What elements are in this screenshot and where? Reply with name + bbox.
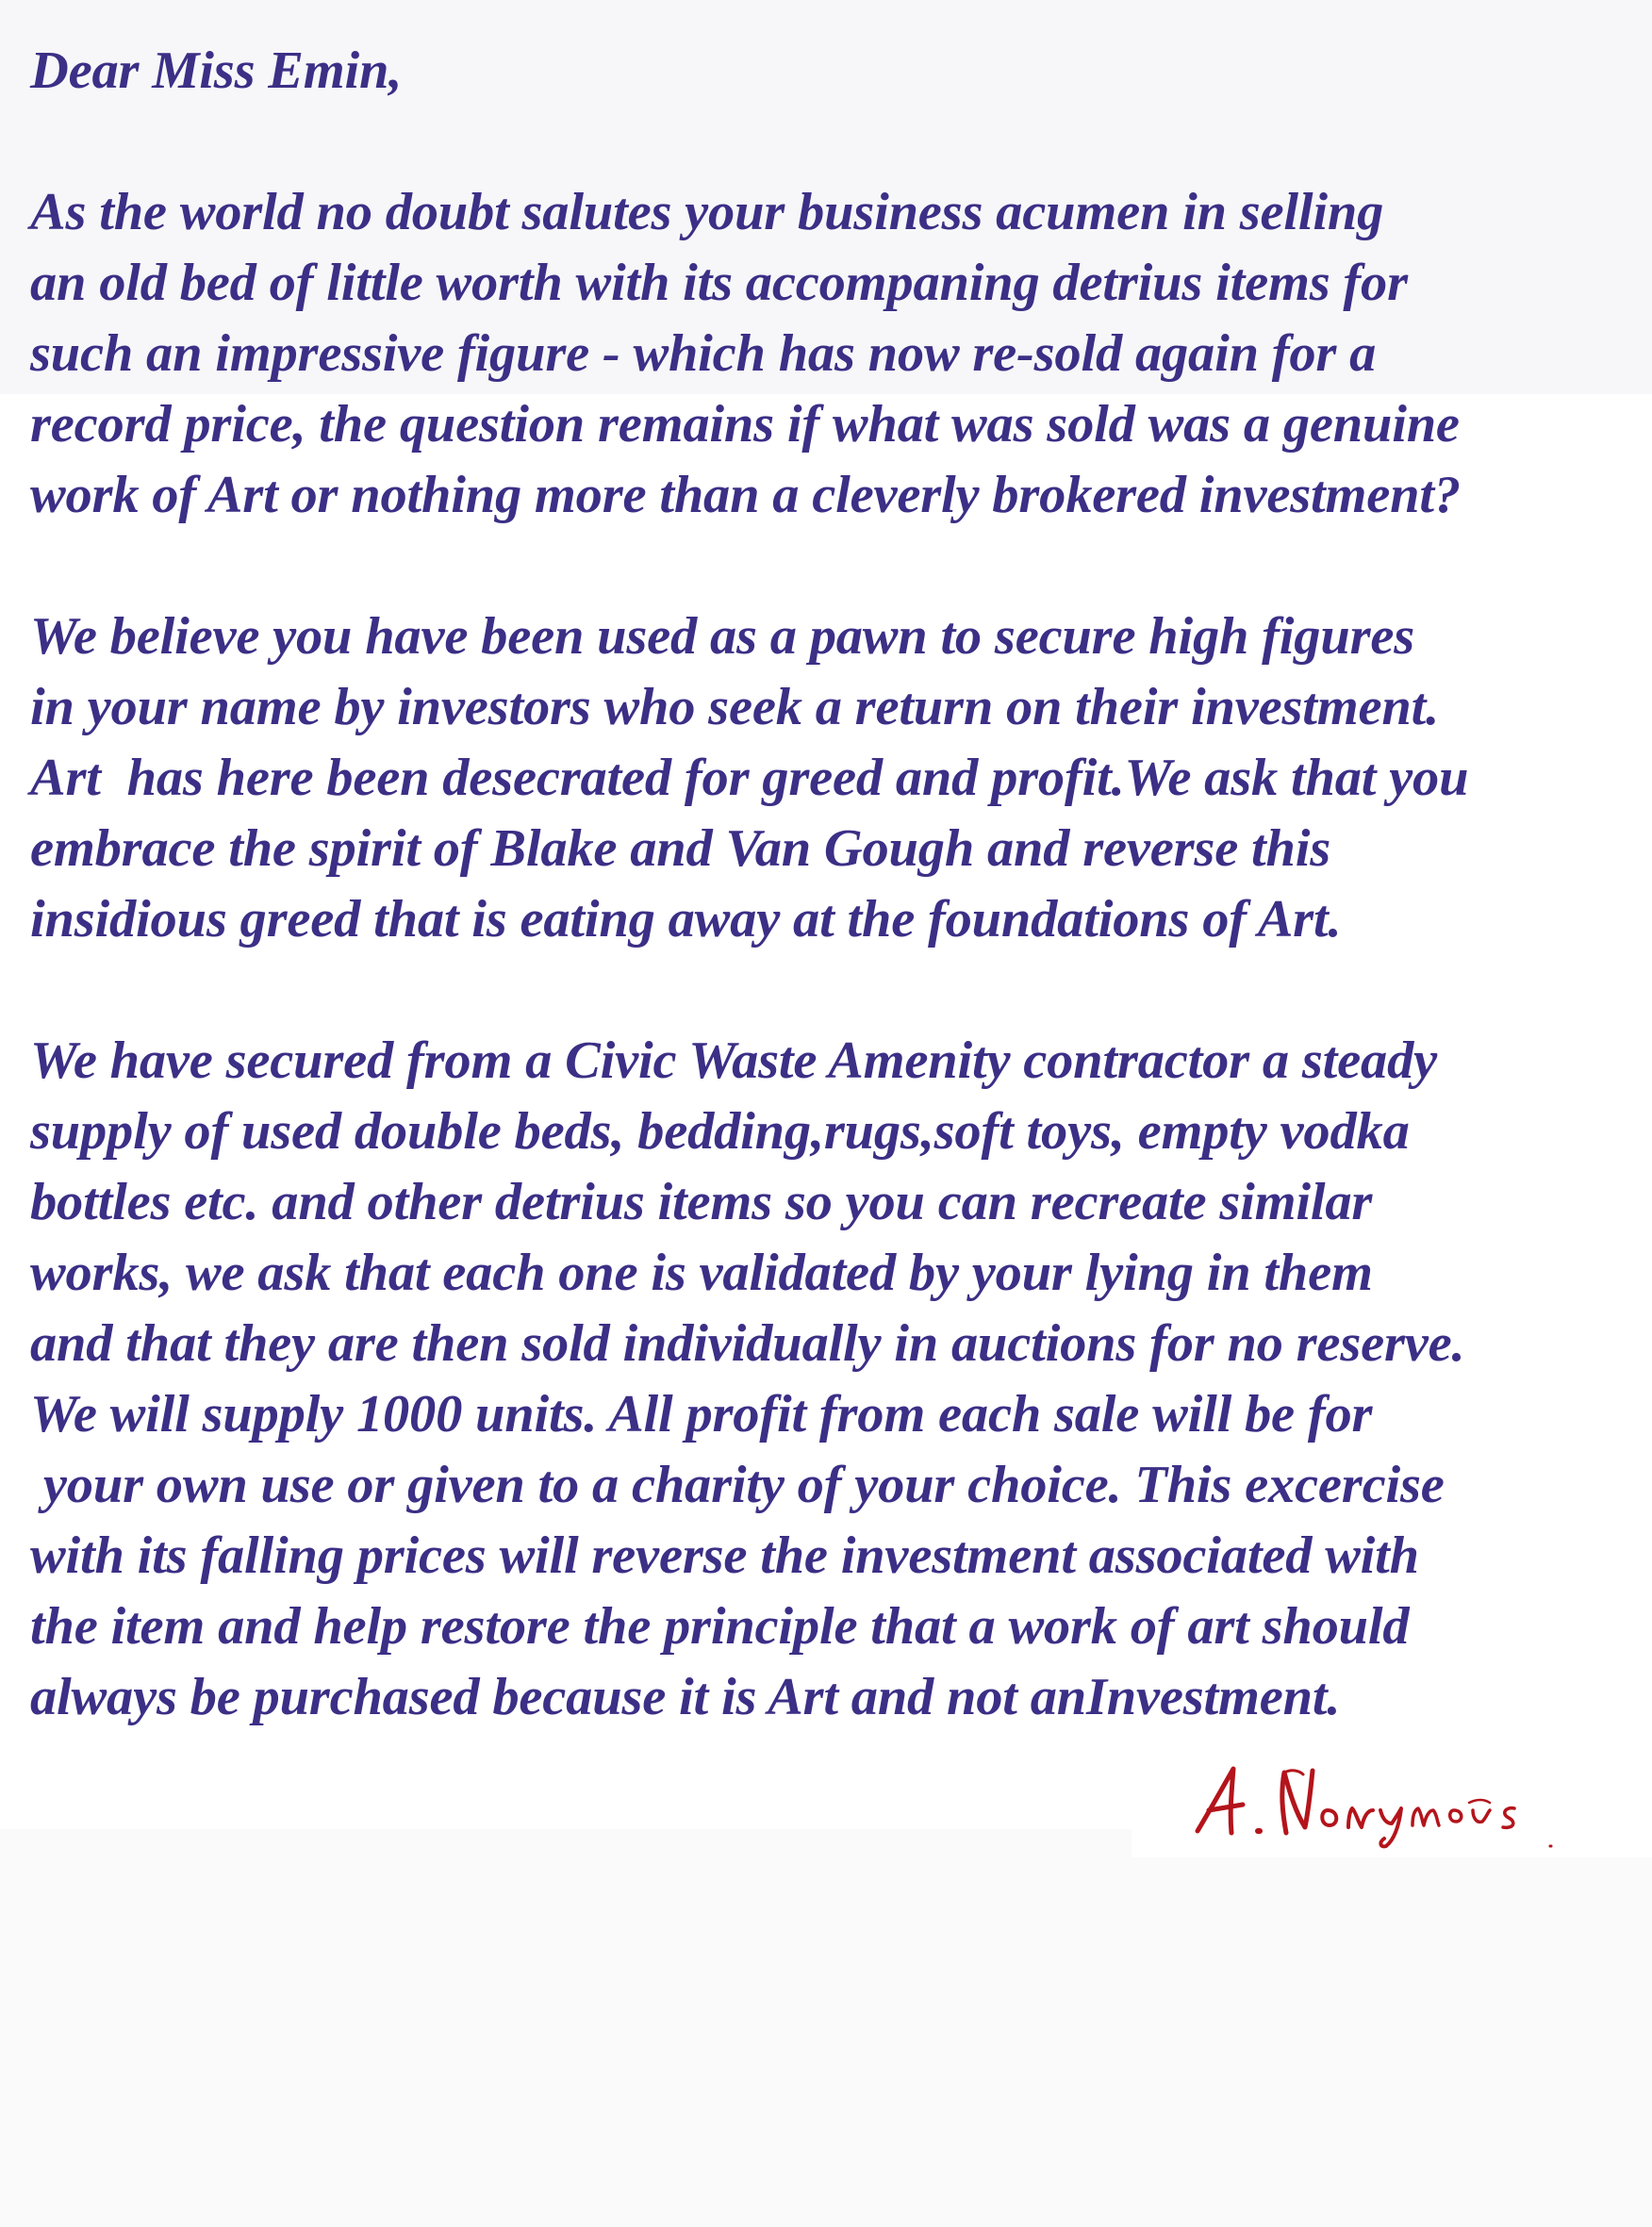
text-line: We believe you have been used as a pawn to secure high figures — [30, 607, 1415, 666]
text-line: your own use or given to a charity of your choice. This excercise — [30, 1456, 1445, 1514]
text-line: work of Art or nothing more than a cleverly brokered investment? — [30, 466, 1461, 524]
text-line: We will supply 1000 units. All profit from each sale will be for — [30, 1385, 1373, 1443]
text-line: Art has here been desecrated for greed and profit.We ask that you — [30, 749, 1469, 807]
paragraph-2 — [30, 602, 1633, 955]
text-line: and that they are then sold individually in auctions for no reserve. — [30, 1314, 1465, 1373]
text-line: embrace the spirit of Blake and Van Gough and reverse this — [30, 819, 1331, 878]
paragraph-3 — [30, 1026, 1633, 1733]
text-line: insidious greed that is eating away at the foundations of Art. — [30, 890, 1342, 949]
salutation: Dear Miss Emin, — [30, 41, 403, 100]
text-line: always be purchased because it is Art and not anInvestment. — [30, 1668, 1341, 1726]
paragraph-1 — [30, 177, 1633, 531]
text-line: the item and help restore the principle that a work of art should — [30, 1597, 1410, 1656]
handwritten-signature — [1190, 1756, 1567, 1850]
text-line: in your name by investors who seek a return on their investment. — [30, 678, 1440, 736]
text-line: with its falling prices will reverse the investment associated with — [30, 1526, 1419, 1585]
text-line: works, we ask that each one is validated by your lying in them — [30, 1244, 1373, 1302]
letter-body — [30, 36, 1633, 1733]
paragraph-gap — [30, 107, 1633, 177]
text-line: As the world no doubt salutes your business acumen in selling — [30, 183, 1384, 241]
paragraph-gap — [30, 955, 1633, 1026]
text-line: an old bed of little worth with its accompaning detrius items for — [30, 254, 1408, 312]
text-line: bottles etc. and other detrius items so you can recreate similar — [30, 1173, 1373, 1231]
paragraph-gap — [30, 531, 1633, 602]
text-line: We have secured from a Civic Waste Amenity contractor a steady — [30, 1031, 1437, 1090]
text-line: record price, the question remains if what was sold was a genuine — [30, 395, 1460, 454]
text-line: supply of used double beds, bedding,rugs,soft toys, empty vodka — [30, 1102, 1410, 1161]
text-line: such an impressive figure - which has now re-sold again for a — [30, 324, 1377, 383]
